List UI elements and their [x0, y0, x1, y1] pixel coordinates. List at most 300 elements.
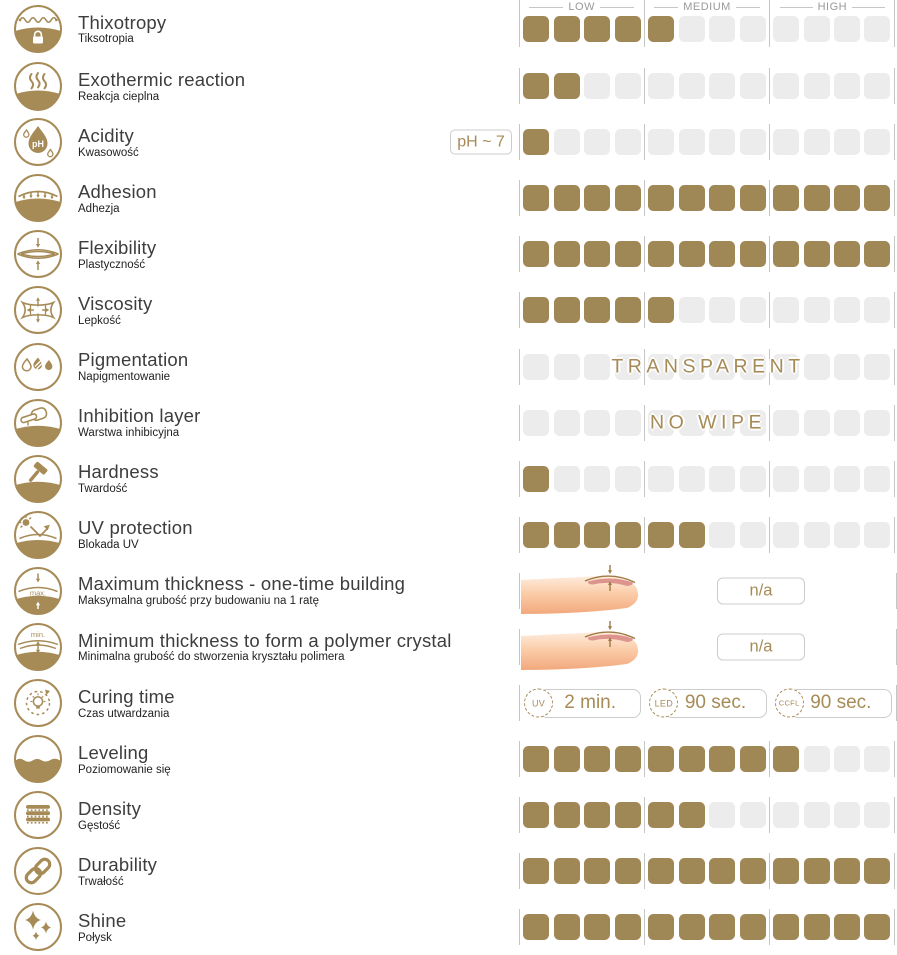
scale-separator: [894, 236, 895, 272]
na-badge: n/a: [717, 633, 805, 660]
property-labels: [78, 406, 519, 439]
property-title: Viscosity: [78, 292, 153, 314]
property-row-acidity: [0, 114, 897, 170]
scale-square: [834, 73, 860, 99]
scale-square: [554, 129, 580, 155]
scale-square: [804, 746, 830, 772]
rating-scale: [519, 0, 897, 58]
scale-square: [648, 129, 674, 155]
property-title: Minimum thickness to form a polymer crystal: [78, 629, 452, 651]
leveling-icon: [13, 734, 63, 784]
scale-header-low: [519, 1, 644, 13]
property-subtitle: Warstwa inhibicyjna: [78, 427, 180, 440]
scale-square: [709, 522, 735, 548]
na-badge: n/a: [717, 577, 805, 604]
finger-nail-illustration: [521, 564, 661, 618]
property-labels: [78, 462, 519, 495]
scale-square: [709, 185, 735, 211]
scale-square: [834, 297, 860, 323]
scale-square: [864, 185, 890, 211]
curing-time-value: 90 sec.: [790, 689, 892, 718]
scale-square: [615, 297, 641, 323]
scale-group: [520, 129, 644, 155]
scale-square: [709, 129, 735, 155]
curing-badge-uv: [524, 687, 641, 719]
scale-square: [554, 185, 580, 211]
scale-square: [648, 914, 674, 940]
scale-group: [520, 802, 644, 828]
rating-scale: [519, 395, 897, 451]
rating-scale: [519, 787, 897, 843]
property-row-curing-time: [0, 675, 897, 731]
viscosity-icon: [13, 285, 63, 335]
scale-square: [679, 522, 705, 548]
property-subtitle: Kwasowość: [78, 146, 139, 159]
scale-square: [584, 522, 610, 548]
property-subtitle: Trwałość: [78, 875, 124, 888]
scale-group: [770, 16, 894, 42]
scale-group: [645, 129, 769, 155]
property-subtitle: Czas utwardzania: [78, 707, 170, 720]
scale-square: [523, 129, 549, 155]
scale-square: [554, 73, 580, 99]
scale-header-low-label: LOW: [568, 1, 595, 13]
scale-square: [773, 802, 799, 828]
rating-scale: [519, 282, 897, 338]
scale-group: [770, 466, 894, 492]
property-title: Flexibility: [78, 236, 157, 258]
property-row-density: [0, 787, 897, 843]
property-title: Hardness: [78, 461, 159, 483]
scale-group: [520, 185, 644, 211]
scale-header-high: [770, 1, 895, 13]
scale-square: [773, 297, 799, 323]
curing-lamp-label: CCFL: [775, 689, 804, 718]
scale-square: [584, 802, 610, 828]
svg-text:min.: min.: [30, 629, 46, 639]
scale-square: [648, 746, 674, 772]
adhesion-icon: [13, 173, 63, 223]
scale-group: [645, 241, 769, 267]
scale-square: [740, 241, 766, 267]
scale-square: [864, 746, 890, 772]
scale-square: [648, 241, 674, 267]
property-row-leveling: [0, 731, 897, 787]
density-icon: [13, 790, 63, 840]
scale-square: [740, 185, 766, 211]
property-title: Curing time: [78, 685, 175, 707]
scale-square: [709, 914, 735, 940]
scale-square: [773, 466, 799, 492]
header-line: [600, 7, 634, 8]
property-row-uv-protection: [0, 507, 897, 563]
scale-square: [709, 802, 735, 828]
svg-text:pH: pH: [32, 139, 44, 150]
scale-square: [615, 129, 641, 155]
scale-square: [804, 858, 830, 884]
property-row-max-thickness: [0, 563, 897, 619]
acidity-icon: [13, 117, 63, 167]
scale-square: [615, 522, 641, 548]
scale-square: [615, 16, 641, 42]
scale-group: [645, 185, 769, 211]
property-subtitle: Twardość: [78, 483, 128, 496]
scale-square: [709, 858, 735, 884]
scale-square: [648, 16, 674, 42]
scale-group: [645, 466, 769, 492]
property-subtitle: Napigmentowanie: [78, 370, 171, 383]
property-row-pigmentation: [0, 338, 897, 394]
scale-square: [834, 802, 860, 828]
scale-separator: [894, 124, 895, 160]
property-labels: [78, 182, 519, 215]
scale-group: [645, 802, 769, 828]
property-subtitle: Blokada UV: [78, 539, 139, 552]
scale-square: [554, 16, 580, 42]
scale-square: [554, 522, 580, 548]
property-title: Density: [78, 797, 142, 819]
property-row-thixotropy: [0, 0, 897, 58]
scale-group: [645, 746, 769, 772]
scale-square: [615, 185, 641, 211]
scale-square: [648, 466, 674, 492]
scale-group: [645, 858, 769, 884]
scale-group: [770, 858, 894, 884]
scale-group: [770, 802, 894, 828]
scale-group: [770, 522, 894, 548]
curing-badge-ccfl: [775, 687, 892, 719]
scale-square: [773, 73, 799, 99]
property-row-durability: [0, 843, 897, 899]
scale-square: [584, 129, 610, 155]
scale-square: [584, 466, 610, 492]
scale-square: [804, 16, 830, 42]
scale-square: [523, 914, 549, 940]
svg-text:max.: max.: [29, 588, 47, 598]
scale-square: [554, 466, 580, 492]
curing-times: [519, 675, 897, 731]
property-title: Leveling: [78, 741, 149, 763]
rating-scale: [519, 843, 897, 899]
scale-square: [804, 914, 830, 940]
property-subtitle: Połysk: [78, 931, 112, 944]
scale-square: [648, 802, 674, 828]
scale-square: [773, 522, 799, 548]
scale-square: [804, 241, 830, 267]
scale-group: [770, 129, 894, 155]
scale-square: [834, 522, 860, 548]
flexibility-icon: [13, 229, 63, 279]
scale-square: [523, 73, 549, 99]
scale-square: [864, 914, 890, 940]
scale-square: [804, 185, 830, 211]
property-title: Exothermic reaction: [78, 68, 246, 90]
scale-square: [615, 802, 641, 828]
rating-scale: [519, 451, 897, 507]
scale-square: [773, 914, 799, 940]
scale-separator: [894, 797, 895, 833]
property-title: Shine: [78, 909, 127, 931]
scale-square: [864, 466, 890, 492]
scale-square: [709, 466, 735, 492]
scale-square: [648, 858, 674, 884]
thickness-illustration: [519, 619, 897, 675]
property-subtitle: Tiksotropia: [78, 33, 134, 46]
scale-square: [740, 802, 766, 828]
property-row-shine: [0, 899, 897, 955]
scale-square: [679, 746, 705, 772]
property-row-inhibition-layer: [0, 395, 897, 451]
durability-icon: [13, 846, 63, 896]
property-title: Acidity: [78, 124, 134, 146]
header-line: [852, 7, 885, 8]
scale-square: [834, 16, 860, 42]
property-title: Durability: [78, 853, 158, 875]
scale-separator: [894, 292, 895, 328]
scale-square: [648, 73, 674, 99]
rating-scale: [519, 338, 897, 394]
scale-group: [520, 73, 644, 99]
scale-square: [773, 185, 799, 211]
property-labels: [78, 743, 519, 776]
scale-square: [615, 73, 641, 99]
scale-group: [645, 522, 769, 548]
scale-square: [584, 297, 610, 323]
rating-scale: [457, 114, 897, 170]
scale-square: [804, 73, 830, 99]
scale-square: [804, 129, 830, 155]
scale-square: [864, 522, 890, 548]
scale-square: [523, 466, 549, 492]
rating-scale: [519, 170, 897, 226]
scale-square: [773, 16, 799, 42]
scale-square: [615, 914, 641, 940]
scale-square: [834, 466, 860, 492]
scale-square: [834, 914, 860, 940]
property-subtitle: Plastyczność: [78, 258, 146, 271]
scale-group: [520, 914, 644, 940]
scale-square: [864, 241, 890, 267]
property-labels: [78, 631, 519, 664]
scale-square: [523, 802, 549, 828]
scale-separator: [519, 573, 520, 609]
property-title: Pigmentation: [78, 349, 189, 371]
property-labels: [78, 574, 519, 607]
rating-scale: [519, 507, 897, 563]
scale-square: [523, 297, 549, 323]
property-row-adhesion: [0, 170, 897, 226]
scale-group: [645, 73, 769, 99]
scale-square: [804, 802, 830, 828]
scale-group: [520, 466, 644, 492]
scale-square: [554, 297, 580, 323]
scale-square: [679, 914, 705, 940]
scale-square: [679, 858, 705, 884]
property-labels: [78, 238, 519, 271]
scale-square: [584, 241, 610, 267]
scale-square: [740, 466, 766, 492]
inhibition-layer-icon: [13, 398, 63, 448]
scale-square: [740, 73, 766, 99]
header-line: [736, 7, 760, 8]
scale-square: [648, 522, 674, 548]
exothermic-reaction-icon: [13, 61, 63, 111]
scale-header: [519, 1, 895, 13]
pigmentation-icon: [13, 342, 63, 392]
scale-square: [523, 858, 549, 884]
scale-square: [804, 522, 830, 548]
property-labels: [78, 855, 519, 888]
scale-separator: [894, 68, 895, 104]
scale-separator: [894, 853, 895, 889]
scale-square: [554, 746, 580, 772]
property-subtitle: Minimalna grubość do stworzenia kryształu polimera: [78, 651, 345, 664]
thixotropy-icon: [13, 4, 63, 54]
property-subtitle: Lepkość: [78, 314, 121, 327]
scale-square: [834, 746, 860, 772]
scale-square: [709, 746, 735, 772]
property-subtitle: Maksymalna grubość przy budowaniu na 1 ratę: [78, 595, 319, 608]
scale-square: [679, 466, 705, 492]
scale-square: [523, 241, 549, 267]
scale-square: [740, 746, 766, 772]
scale-square: [834, 241, 860, 267]
scale-group: [770, 241, 894, 267]
scale-group: [520, 522, 644, 548]
scale-square: [615, 746, 641, 772]
scale-square: [615, 858, 641, 884]
property-title: Inhibition layer: [78, 405, 201, 427]
property-labels: [78, 350, 519, 383]
header-line: [654, 7, 678, 8]
scale-square: [679, 185, 705, 211]
scale-square: [679, 129, 705, 155]
property-subtitle: Reakcja cieplna: [78, 90, 160, 103]
scale-group: [520, 297, 644, 323]
max-thickness-icon: [13, 566, 63, 616]
scale-group: [770, 185, 894, 211]
scale-square: [864, 129, 890, 155]
scale-square: [773, 858, 799, 884]
scale-separator: [894, 741, 895, 777]
curing-time-value: 90 sec.: [664, 689, 766, 718]
scale-group: [520, 16, 644, 42]
scale-square: [773, 129, 799, 155]
scale-square: [804, 466, 830, 492]
property-labels: [78, 799, 519, 832]
scale-square: [740, 129, 766, 155]
scale-group: [770, 746, 894, 772]
curing-time-icon: [13, 678, 63, 728]
scale-separator: [894, 909, 895, 945]
scale-text-label: NO WIPE: [649, 411, 766, 434]
property-title: Maximum thickness - one-time building: [78, 573, 406, 595]
curing-badge-led: [649, 687, 766, 719]
scale-square: [679, 241, 705, 267]
scale-square: [584, 16, 610, 42]
scale-square: [584, 185, 610, 211]
hardness-icon: [13, 454, 63, 504]
scale-square: [834, 129, 860, 155]
scale-square: [709, 297, 735, 323]
scale-separator: [519, 629, 520, 665]
scale-group: [520, 241, 644, 267]
scale-square: [709, 241, 735, 267]
scale-text-label: TRANSPARENT: [611, 355, 805, 378]
scale-square: [740, 16, 766, 42]
scale-square: [554, 914, 580, 940]
scale-square: [740, 522, 766, 548]
property-row-exothermic-reaction: [0, 58, 897, 114]
shine-icon: [13, 902, 63, 952]
scale-square: [773, 746, 799, 772]
curing-lamp-label: UV: [524, 689, 553, 718]
scale-group: [645, 297, 769, 323]
scale-header-medium: [644, 1, 769, 13]
scale-square: [584, 73, 610, 99]
scale-square: [864, 297, 890, 323]
scale-group: [770, 297, 894, 323]
scale-square: [740, 297, 766, 323]
scale-square: [834, 858, 860, 884]
scale-square: [615, 466, 641, 492]
scale-square: [679, 297, 705, 323]
scale-square: [648, 297, 674, 323]
property-subtitle: Adhezja: [78, 202, 120, 215]
scale-square: [740, 858, 766, 884]
rating-scale: [519, 226, 897, 282]
scale-group: [645, 914, 769, 940]
rating-scale: [519, 731, 897, 787]
scale-square: [584, 914, 610, 940]
scale-square: [615, 241, 641, 267]
scale-square: [554, 241, 580, 267]
header-line: [529, 7, 563, 8]
scale-square: [864, 858, 890, 884]
scale-square: [584, 746, 610, 772]
scale-square: [834, 185, 860, 211]
scale-square: [709, 16, 735, 42]
property-labels: [78, 70, 519, 103]
scale-separator: [519, 685, 520, 721]
min-thickness-icon: [13, 622, 63, 672]
curing-lamp-label: LED: [649, 689, 678, 718]
scale-square: [773, 241, 799, 267]
header-line: [780, 7, 813, 8]
property-labels: [78, 911, 519, 944]
property-title: Thixotropy: [78, 11, 167, 33]
property-row-viscosity: [0, 282, 897, 338]
property-labels: [78, 687, 519, 720]
scale-separator: [894, 461, 895, 497]
scale-separator: [894, 517, 895, 553]
scale-square: [554, 858, 580, 884]
property-labels: [78, 294, 519, 327]
property-row-min-thickness: [0, 619, 897, 675]
rating-scale: [519, 899, 897, 955]
scale-group: [770, 73, 894, 99]
scale-square: [740, 914, 766, 940]
property-subtitle: Gęstość: [78, 819, 121, 832]
scale-group: [520, 858, 644, 884]
property-title: UV protection: [78, 517, 193, 539]
uv-protection-icon: [13, 510, 63, 560]
scale-square: [523, 185, 549, 211]
scale-square: [523, 16, 549, 42]
scale-square: [679, 802, 705, 828]
rating-scale: [519, 58, 897, 114]
scale-square: [554, 802, 580, 828]
